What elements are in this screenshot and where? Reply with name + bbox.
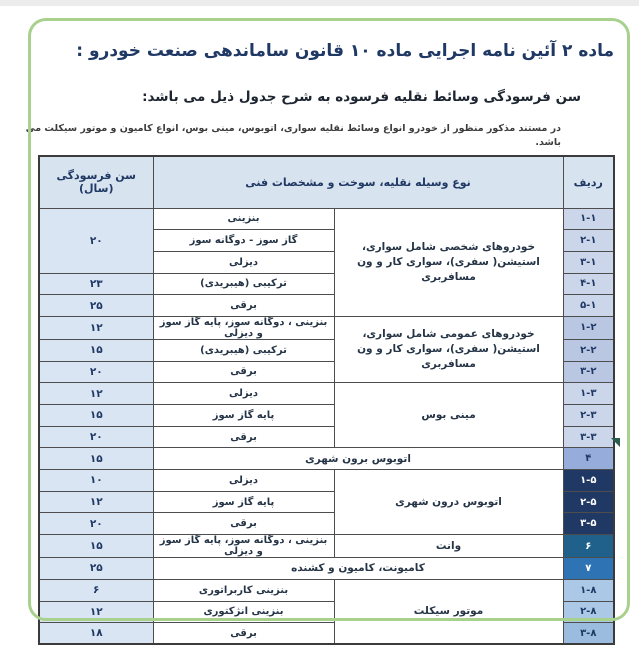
- header-age: سن فرسودگی (سال): [39, 156, 153, 208]
- page-title: ماده ۲ آئین نامه اجرایی ماده ۱۰ قانون ساماندهی صنعت خودرو :: [76, 41, 614, 61]
- table-row: [39, 316, 614, 339]
- fuel-cell: برقی: [153, 361, 334, 383]
- row-number-cell: ۱-۸: [563, 579, 614, 601]
- age-cell: ۲۰: [39, 426, 153, 448]
- header-row: [39, 156, 614, 208]
- fuel-cell: برقی: [153, 295, 334, 317]
- age-cell: ۲۳: [39, 273, 153, 295]
- table-row: [39, 383, 614, 405]
- fuel-cell: بنزینی انژکتوری: [153, 601, 334, 623]
- row-number-cell: ۴-۱: [563, 273, 614, 295]
- age-cell: ۱۵: [39, 448, 153, 470]
- table-body: [39, 208, 614, 644]
- table-row: [39, 208, 614, 230]
- fuel-cell: بنزینی کاربراتوری: [153, 579, 334, 601]
- note-text: در مستند مذکور منظور از خودرو انواع وسائط نقلیه سواری، اتوبوس، مینی بوس، انواع کامیون و موتور سیکلت می باشد.: [25, 123, 561, 148]
- row-number-cell: ۳-۱: [563, 251, 614, 273]
- age-cell: ۱۵: [39, 535, 153, 558]
- age-cell: ۲۵: [39, 558, 153, 580]
- table-row: [39, 470, 614, 492]
- table-header: [39, 156, 614, 208]
- fuel-cell: پایه گاز سوز: [153, 405, 334, 427]
- fuel-cell: بنزینی ، دوگانه سوز، پایه گاز سوز و دیزلی: [153, 316, 334, 339]
- header-type-fuel: نوع وسیله نقلیه، سوخت و مشخصات فنی: [153, 156, 563, 208]
- row-number-cell: ۱-۵: [563, 470, 614, 492]
- row-number-cell: ۱-۳: [563, 383, 614, 405]
- row-number-cell: ۲-۵: [563, 491, 614, 513]
- type-cell: موتور سیکلت: [334, 579, 563, 644]
- row-number-cell: ۱-۲: [563, 316, 614, 339]
- age-cell: ۱۲: [39, 491, 153, 513]
- age-cell: ۱۵: [39, 339, 153, 361]
- age-cell: ۲۰: [39, 208, 153, 273]
- header-radif: ردیف: [563, 156, 614, 208]
- table-row: [39, 448, 614, 470]
- row-number-cell: ۲-۲: [563, 339, 614, 361]
- table-row: [39, 535, 614, 558]
- age-cell: ۱۲: [39, 601, 153, 623]
- row-number-cell: ۷: [563, 558, 614, 580]
- type-cell: مینی بوس: [334, 383, 563, 448]
- fuel-cell: بنزینی ، دوگانه سوز، پایه گاز سوز و دیزلی: [153, 535, 334, 558]
- row-number-cell: ۶: [563, 535, 614, 558]
- fuel-cell: دیزلی: [153, 383, 334, 405]
- fuel-cell: ترکیبی (هیبریدی): [153, 273, 334, 295]
- row-number-cell: ۲-۸: [563, 601, 614, 623]
- age-cell: ۲۰: [39, 513, 153, 535]
- merge-cell: کامیونت، کامیون و کشنده: [153, 558, 563, 580]
- row-number-cell: ۳-۵: [563, 513, 614, 535]
- top-edge-strip: [0, 0, 639, 6]
- merge-cell: اتوبوس برون شهری: [153, 448, 563, 470]
- scrappage-age-table: [38, 155, 615, 645]
- type-cell: خودروهای عمومی شامل سواری، استیشن( سفری)، سواری کار و ون مسافربری: [334, 316, 563, 382]
- fuel-cell: ترکیبی (هیبریدی): [153, 339, 334, 361]
- fuel-cell: پایه گاز سوز: [153, 491, 334, 513]
- fuel-cell: برقی: [153, 623, 334, 645]
- age-cell: ۱۲: [39, 383, 153, 405]
- row-number-cell: ۴: [563, 448, 614, 470]
- age-cell: ۲۰: [39, 361, 153, 383]
- fuel-cell: گاز سوز - دوگانه سوز: [153, 230, 334, 252]
- row-number-cell: ۳-۳: [563, 426, 614, 448]
- row-number-cell: ۳-۸: [563, 623, 614, 645]
- fuel-cell: بنزینی: [153, 208, 334, 230]
- fuel-cell: دیزلی: [153, 470, 334, 492]
- table-row: [39, 558, 614, 580]
- type-cell: اتوبوس درون شهری: [334, 470, 563, 535]
- row-number-cell: ۲-۱: [563, 230, 614, 252]
- row-number-cell: ۵-۱: [563, 295, 614, 317]
- row-number-cell: ۱-۱: [563, 208, 614, 230]
- type-cell: خودروهای شخصی شامل سواری، استیشن( سفری)، سواری کار و ون مسافربری: [334, 208, 563, 316]
- row-number-cell: ۳-۲: [563, 361, 614, 383]
- fuel-cell: برقی: [153, 513, 334, 535]
- fuel-cell: برقی: [153, 426, 334, 448]
- age-cell: ۱۸: [39, 623, 153, 645]
- type-cell: وانت: [334, 535, 563, 558]
- corner-marker-triangle: [611, 438, 620, 447]
- age-cell: ۱۵: [39, 405, 153, 427]
- table-row: [39, 579, 614, 601]
- age-cell: ۶: [39, 579, 153, 601]
- row-number-cell: ۲-۳: [563, 405, 614, 427]
- age-cell: ۱۰: [39, 470, 153, 492]
- page-subtitle: سن فرسودگی وسائط نقلیه فرسوده به شرح جدول ذیل می باشد:: [142, 89, 581, 105]
- fuel-cell: دیزلی: [153, 251, 334, 273]
- age-cell: ۲۵: [39, 295, 153, 317]
- age-cell: ۱۲: [39, 316, 153, 339]
